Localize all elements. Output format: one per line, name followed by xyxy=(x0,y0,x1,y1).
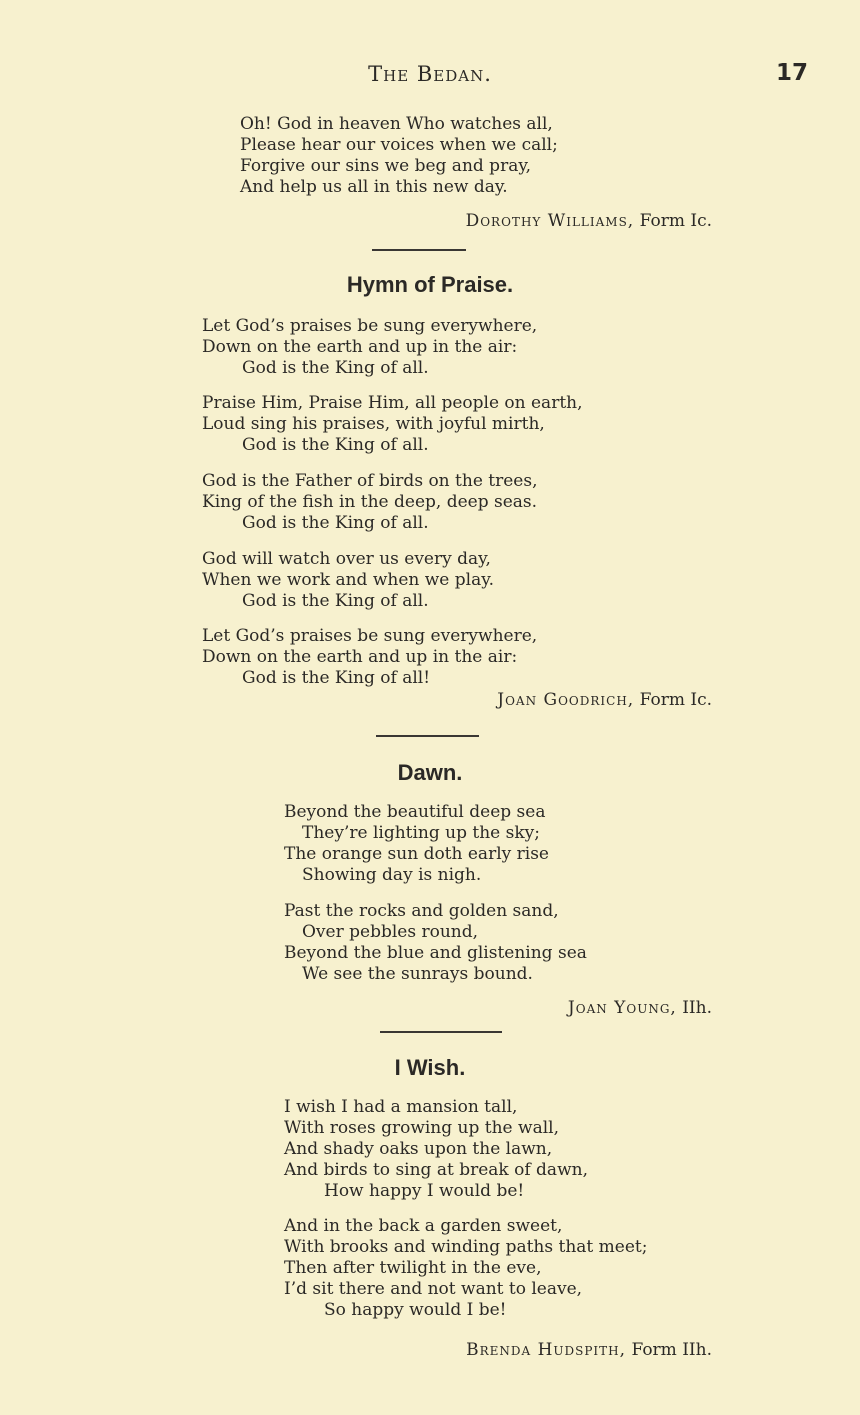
poem4-stanza-1 xyxy=(284,1097,588,1202)
poem-line: Down on the earth and up in the air: xyxy=(202,647,518,667)
poem-line: The orange sun doth early rise xyxy=(284,844,549,864)
poem-line: We see the sunrays bound. xyxy=(302,964,533,984)
poem-line: Down on the earth and up in the air: xyxy=(202,337,518,357)
poem-line: Let God’s praises be sung everywhere, xyxy=(202,316,538,336)
author-name: Joan Young, xyxy=(567,998,677,1018)
author-form: Form IIh. xyxy=(626,1340,712,1360)
poem2-stanza-4 xyxy=(202,549,494,612)
poem-line: God is the Father of birds on the trees, xyxy=(202,471,538,491)
refrain-line: God is the King of all. xyxy=(242,513,429,533)
section-divider xyxy=(380,1031,502,1033)
poem4-stanza-2 xyxy=(284,1216,647,1321)
poem3-stanza-1 xyxy=(284,802,549,886)
poem-line: And help us all in this new day. xyxy=(240,177,508,197)
poem2-stanza-3 xyxy=(202,471,537,534)
poem-line: Past the rocks and golden sand, xyxy=(284,901,559,921)
poem-line: So happy would I be! xyxy=(324,1300,507,1320)
poem-line: When we work and when we play. xyxy=(202,570,494,590)
poem-line: I wish I had a mansion tall, xyxy=(284,1097,518,1117)
poem3-credit xyxy=(568,998,712,1018)
running-head xyxy=(0,60,860,92)
poem-line: Praise Him, Praise Him, all people on earth, xyxy=(202,393,583,413)
section-divider xyxy=(376,735,479,737)
poem3-stanza-2 xyxy=(284,901,587,985)
poem-line: And shady oaks upon the lawn, xyxy=(284,1139,553,1159)
poem4-credit xyxy=(466,1340,712,1360)
poem-line: Please hear our voices when we call; xyxy=(240,135,558,155)
author-name: Joan Goodrich, xyxy=(497,690,635,710)
author-form: Form Ic. xyxy=(634,690,712,710)
poem-line: Over pebbles round, xyxy=(302,922,479,942)
poem-line: Beyond the blue and glistening sea xyxy=(284,943,587,963)
poem-line: I’d sit there and not want to leave, xyxy=(284,1279,583,1299)
poem-line: They’re lighting up the sky; xyxy=(302,823,540,843)
poem-title: I Wish. xyxy=(394,1055,466,1080)
poem-line: How happy I would be! xyxy=(324,1181,525,1201)
author-name: Brenda Hudspith, xyxy=(466,1340,627,1360)
author-form: Form Ic. xyxy=(634,211,712,231)
poem-line: Loud sing his praises, with joyful mirth, xyxy=(202,414,545,434)
poem-line: And in the back a garden sweet, xyxy=(284,1216,563,1236)
poem-line: Let God’s praises be sung everywhere, xyxy=(202,626,538,646)
poem-line: King of the fish in the deep, deep seas. xyxy=(202,492,538,512)
poem1-stanza xyxy=(240,114,558,198)
author-form: IIh. xyxy=(676,998,712,1018)
poem2-stanza-1 xyxy=(202,316,537,379)
poem2-stanza-5 xyxy=(202,626,537,689)
refrain-line: God is the King of all. xyxy=(242,435,429,455)
poem-line: With roses growing up the wall, xyxy=(284,1118,559,1138)
poem-line: And birds to sing at break of dawn, xyxy=(284,1160,588,1180)
poem-line: With brooks and winding paths that meet; xyxy=(284,1237,648,1257)
poem2-stanza-2 xyxy=(202,393,583,456)
refrain-line: God is the King of all! xyxy=(242,668,431,688)
refrain-line: God is the King of all. xyxy=(242,591,429,611)
refrain-line: God is the King of all. xyxy=(242,358,429,378)
poem1-credit xyxy=(466,211,712,231)
running-title: The Bedan. xyxy=(368,62,492,86)
page-number: 17 xyxy=(775,60,808,86)
poem-line: Showing day is nigh. xyxy=(302,865,482,885)
poem-title: Dawn. xyxy=(397,760,463,785)
section-divider xyxy=(372,249,466,251)
poem-line: Oh! God in heaven Who watches all, xyxy=(240,114,553,134)
poem-line: God will watch over us every day, xyxy=(202,549,491,569)
poem-line: Forgive our sins we beg and pray, xyxy=(240,156,532,176)
author-name: Dorothy Williams, xyxy=(465,211,635,231)
poem-line: Then after twilight in the eve, xyxy=(284,1258,542,1278)
poem-line: Beyond the beautiful deep sea xyxy=(284,802,546,822)
poem2-credit xyxy=(497,690,712,710)
poem-title: Hymn of Praise. xyxy=(346,272,514,297)
